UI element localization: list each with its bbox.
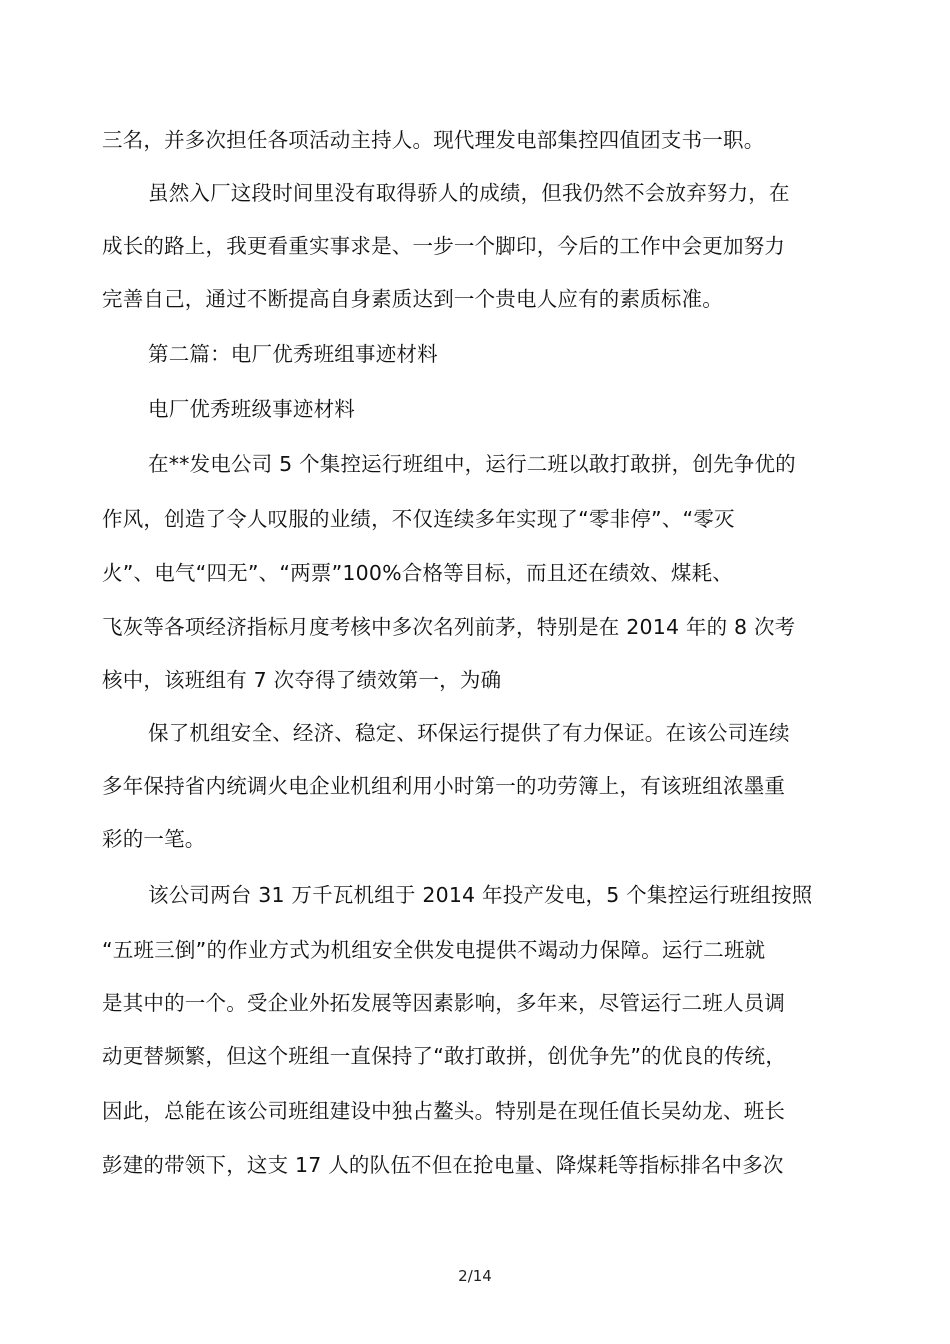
text-line-18: 动更替频繁，但这个班组一直保持了“敢打敢拼，创优争先”的优良的传统， (102, 1044, 787, 1068)
text-line-14: 彩的一笔。 (102, 827, 206, 851)
text-line-20: 彭建的带领下，这支 17 人的队伍不但在抢电量、降煤耗等指标排名中多次 (102, 1153, 784, 1177)
text-line-11: 核中，该班组有 7 次夺得了绩效第一，为确 (102, 668, 502, 692)
text-line-12: 保了机组安全、经济、稳定、环保运行提供了有力保证。在该公司连续 (148, 721, 790, 745)
text-line-2: 虽然入厂这段时间里没有取得骄人的成绩，但我仍然不会放弃努力，在 (148, 181, 790, 205)
text-line-15: 该公司两台 31 万千瓦机组于 2014 年投产发电，5 个集控运行班组按照 (148, 883, 813, 907)
text-line-13: 多年保持省内统调火电企业机组利用小时第一的功劳簿上，有该班组浓墨重 (102, 774, 786, 798)
section-heading: 第二篇：电厂优秀班组事迹材料 (148, 342, 438, 366)
text-line-7: 在**发电公司 5 个集控运行班组中，运行二班以敢打敢拼，创先争优的 (148, 452, 796, 476)
text-line-4: 完善自己，通过不断提高自身素质达到一个贵电人应有的素质标准。 (102, 287, 723, 311)
page-number: 2/14 (458, 1267, 492, 1285)
text-line-8: 作风，创造了令人叹服的业绩，不仅连续多年实现了“零非停”、“零灭 (102, 507, 735, 531)
text-line-9: 火”、电气“四无”、“两票”100%合格等目标，而且还在绩效、煤耗、 (102, 561, 734, 585)
section-subheading: 电厂优秀班级事迹材料 (148, 397, 355, 421)
text-line-16: “五班三倒”的作业方式为机组安全供发电提供不竭动力保障。运行二班就 (102, 938, 766, 962)
text-line-1: 三名，并多次担任各项活动主持人。现代理发电部集控四值团支书一职。 (102, 128, 765, 152)
text-line-17: 是其中的一个。受企业外拓发展等因素影响，多年来，尽管运行二班人员调 (102, 991, 786, 1015)
text-line-19: 因此，总能在该公司班组建设中独占鳌头。特别是在现任值长吴幼龙、班长 (102, 1099, 786, 1123)
text-line-10: 飞灰等各项经济指标月度考核中多次名列前茅，特别是在 2014 年的 8 次考 (102, 615, 796, 639)
text-line-3: 成长的路上，我更看重实事求是、一步一个脚印，今后的工作中会更加努力 (102, 234, 786, 258)
